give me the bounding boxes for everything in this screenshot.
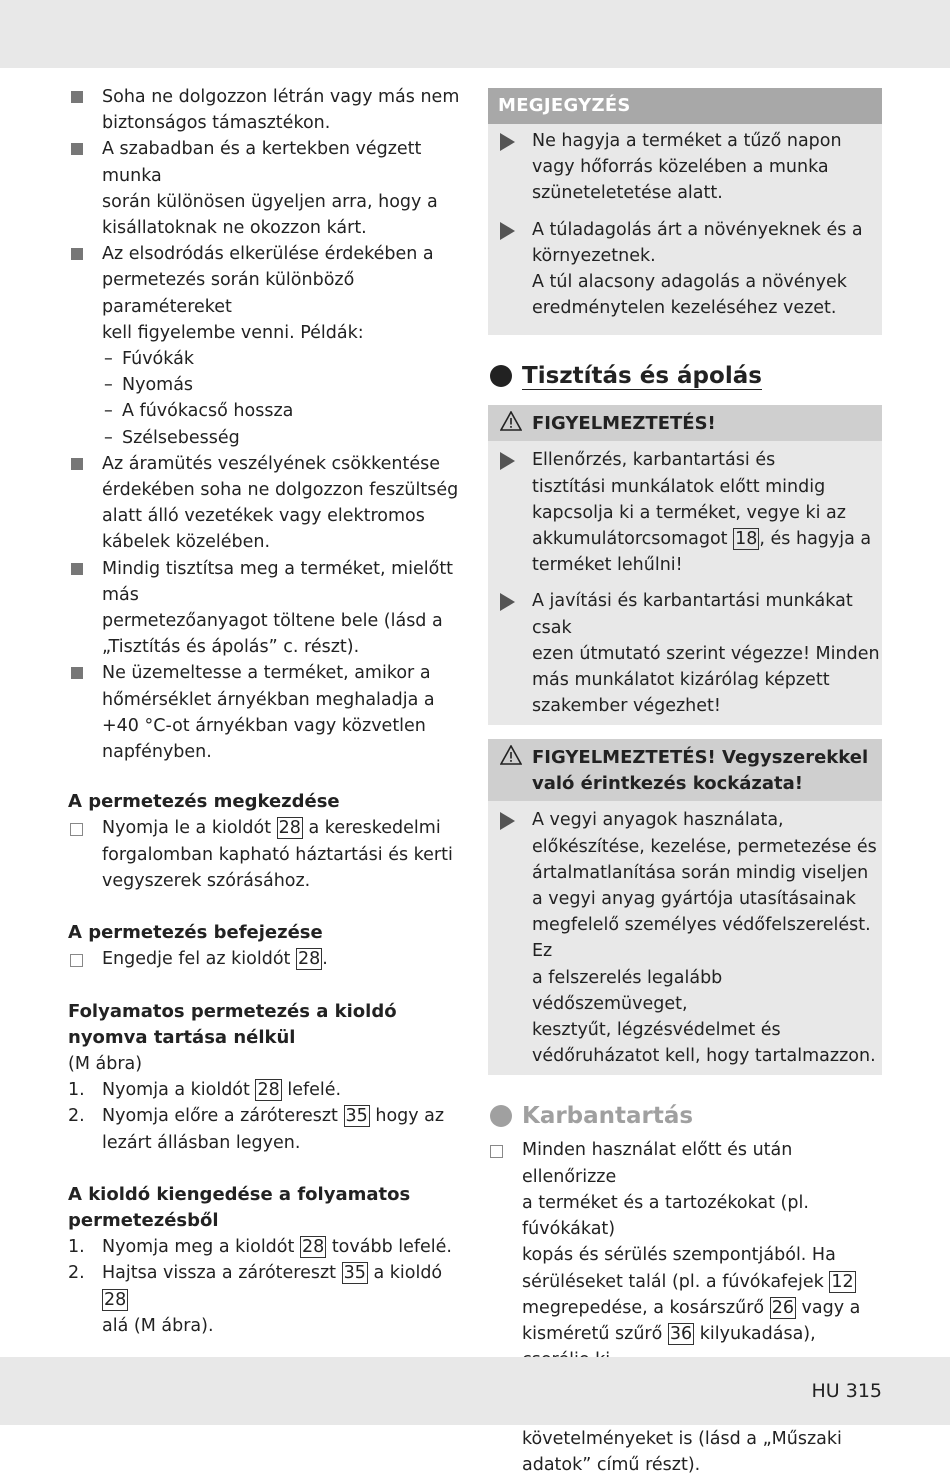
arrow-right-icon [500,222,515,240]
left-bullets-item: A szabadban és a kertekben végzett munka során különösen ügyeljen arra, hogy a kisállatoknak ne okozzon kárt. [68,136,468,241]
left-bullets2-item: Az áramütés veszélyének csökkentése érdekében soha ne dolgozzon feszültség alatt álló vezetékek vagy elektromos kábelek közelében. [68,451,468,556]
warning-triangle-icon [500,411,522,431]
header-band [0,0,950,68]
dash-item: – Szélsebesség [68,425,468,451]
square-bullet-icon [71,563,83,575]
note-title: MEGJEGYZÉS [488,88,882,124]
bullet-dot-icon [490,1105,512,1127]
left-bullets-item: Az elsodródás elkerülése érdekében a permetezés során különböző paramétereket kell figyelembe venni. Példák: [68,241,468,346]
square-bullet-icon [71,458,83,470]
left-column [68,84,468,1339]
square-bullet-icon [71,667,83,679]
maintenance-step: Minden használat előtt és után ellenőrizze a terméket és a tartozékokat (pl. fúvókákat) kopás és sérülés szempontjából. Ha sérüléseket talál (pl. a fúvókafejek 12 megrepedése, a kosárszűrő 26 vagy a kisméretű szűrő 36 kilyukadása), követelményeket is (lásd a „Műszaki adatok” című részt). [488,1137,882,1478]
page-number: HU 315 [811,1380,882,1402]
dash-item: – Fúvókák [68,346,468,372]
dash-icon: – [104,375,113,396]
warning-panel-1 [488,405,882,725]
checkbox-icon [70,823,83,836]
continuous-note: (M ábra) [68,1053,143,1074]
arrow-right-icon [500,812,515,830]
release-step-1: 1. Nyomja meg a kioldót 28 tovább lefelé. [68,1237,452,1258]
footer-band [0,1357,950,1425]
arrow-right-icon [500,452,515,470]
start-heading: A permetezés megkezdése [68,791,340,813]
dash-item: – A fúvókacső hossza [68,398,468,424]
warning-1-item-2: A javítási és karbantartási munkákat csak ezen útmutató szerint végezze! Minden más munkálatot kizárólag képzett szakember végezhet! [488,588,882,719]
warning-1-item-1: Ellenőrzés, karbantartási és tisztítási munkálatok előtt mindig kapcsolja ki a terméket, vegye ki az akkumulátorcsomagot 18 , és hagyja a terméket lehűlni! [488,447,882,578]
warning-2-item-1: A vegyi anyagok használata, előkészítése, kezelése, permetezése és ártalmatlanítása során mindig viseljen a vegyi anyag gyártója utasításainak megfelelő személyes védőfelszerelést. Ez a felszerelés legalább védőszemüveget, kesztyűt, légzésvédelmet és védőruházatot kell, hogy tartalmazzon. [488,807,882,1069]
start-step: Nyomja le a kioldót 28 a kereskedelmi forgalomban kapható háztartási és kerti vegyszerek szórásához. [68,815,468,894]
note-item: A túladagolás árt a növényeknek és a környezetnek. A túl alacsony adagolás a növények eredménytelen kezeléséhez vezet. [488,217,882,322]
dash-icon: – [104,349,113,370]
left-bullets2-item: Mindig tisztítsa meg a terméket, mielőtt más permetezőanyagot töltene bele (lásd a „Tisztítás és ápolás” c. részt). [68,556,468,661]
square-bullet-icon [71,248,83,260]
dash-icon: – [104,401,113,422]
arrow-right-icon [500,593,515,611]
left-bullets-item: Soha ne dolgozzon létrán vagy más nem biztonságos támasztékon. [68,84,468,136]
warning-title-1: FIGYELMEZTETÉS! [488,405,882,441]
dash-icon: – [104,427,113,448]
maintenance-title: Karbantartás [488,1101,882,1131]
continuous-step-2: 2. Nyomja előre a zárótereszt 35 hogy az lezárt állásban legyen. [68,1106,445,1153]
note-panel [488,88,882,335]
stop-heading: A permetezés befejezése [68,922,323,944]
right-column [488,88,882,1478]
release-step-2: 2. Hajtsa vissza a zárótereszt 35 a kioldó 28 alá (M ábra). [68,1263,443,1336]
bullet-dot-icon [490,365,512,387]
checkbox-icon [70,954,83,967]
cleaning-title: Tisztítás és ápolás [488,361,882,391]
warning-triangle-icon [500,745,522,765]
square-bullet-icon [71,143,83,155]
warning-title-2: FIGYELMEZTETÉS! Vegyszerekkel való érintkezés kockázata! [488,739,882,801]
square-bullet-icon [71,91,83,103]
release-heading: A kioldó kiengedése a folyamatos permetezésből [68,1183,411,1231]
arrow-right-icon [500,133,515,151]
note-item: Ne hagyja a terméket a tűző napon vagy hőforrás közelében a munka szüneteletetése alatt. [488,128,882,207]
stop-step: Engedje fel az kioldót 28 . [68,946,468,972]
checkbox-icon [490,1145,503,1158]
left-bullets2-item: Ne üzemeltesse a terméket, amikor a hőmérséklet árnyékban meghaladja a +40 °C-ot árnyékban vagy közvetlen napfényben. [68,660,468,765]
warning-panel-2 [488,739,882,1075]
dash-item: – Nyomás [68,372,468,398]
continuous-heading: Folyamatos permetezés a kioldó nyomva tartása nélkül [68,1000,397,1048]
continuous-step-1: 1. Nyomja a kioldót 28 lefelé. [68,1080,342,1101]
